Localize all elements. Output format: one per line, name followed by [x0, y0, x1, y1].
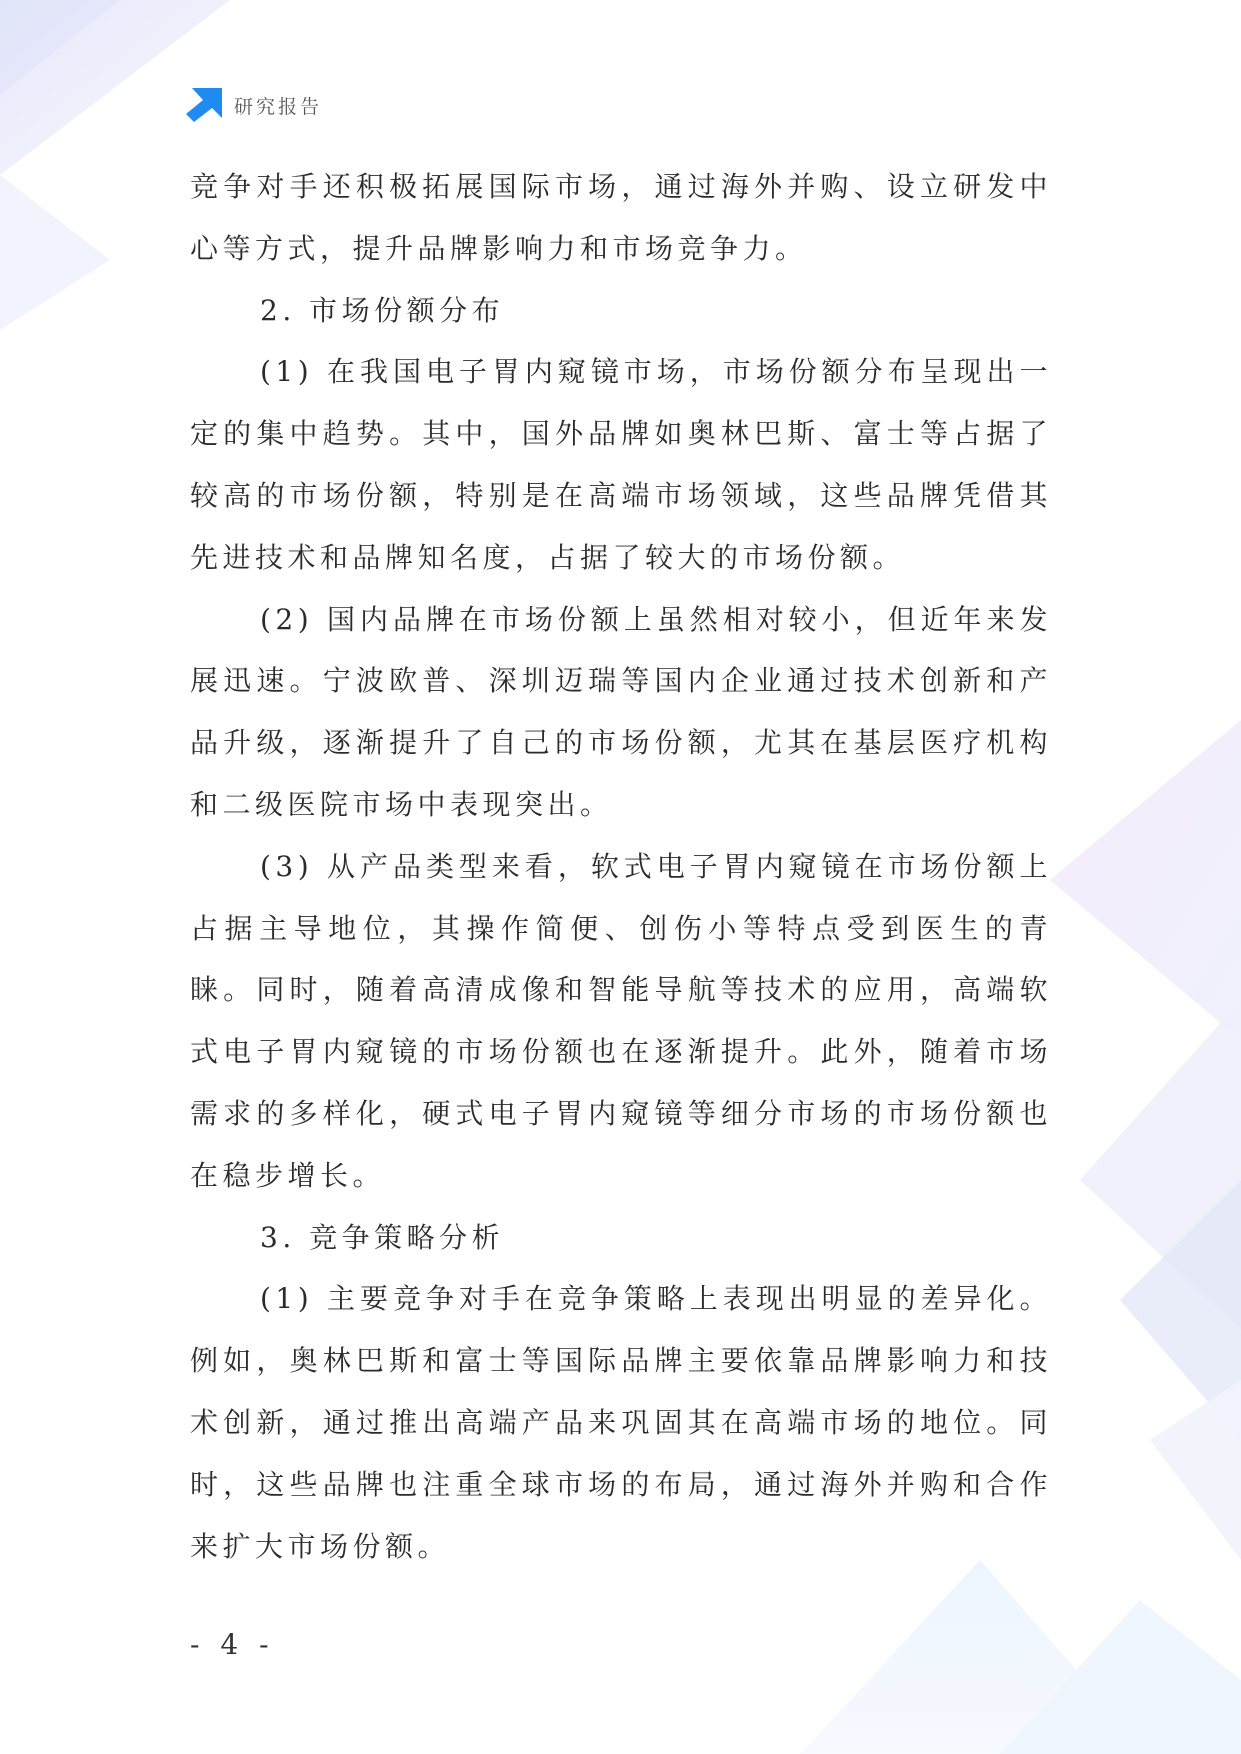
section-heading: 2. 市场份额分布 [260, 293, 505, 327]
page-header [186, 88, 322, 122]
section-heading: 3. 竞争策略分析 [260, 1220, 505, 1254]
header-title: 研究报告 [234, 95, 323, 118]
page-number: - 4 - [190, 1628, 275, 1661]
arrow-up-right-icon [186, 88, 222, 122]
paragraph: (1) 在我国电子胃内窥镜市场，市场份额分布呈现出一定的集中趋势。其中，国外品牌如奥林巴斯、富士等占据了较高的市场份额，特别是在高端市场领域，这些品牌凭借其先进技术和品牌知名度，占据了较大的市场份额。 [190, 355, 1052, 574]
document-body [190, 156, 1052, 1577]
paragraph: 竞争对手还积极拓展国际市场，通过海外并购、设立研发中心等方式，提升品牌影响力和市场竞争力。 [190, 170, 1052, 265]
paragraph: (1) 主要竞争对手在竞争策略上表现出明显的差异化。例如，奥林巴斯和富士等国际品牌主要依靠品牌影响力和技术创新，通过推出高端产品来巩固其在高端市场的地位。同时，这些品牌也注重全球市场的布局，通过海外并购和合作来扩大市场份额。 [190, 1282, 1052, 1563]
paragraph: (2) 国内品牌在市场份额上虽然相对较小，但近年来发展迅速。宁波欧普、深圳迈瑞等国内企业通过技术创新和产品升级，逐渐提升了自己的市场份额，尤其在基层医疗机构和二级医院市场中表现突出。 [190, 602, 1052, 821]
paragraph: (3) 从产品类型来看，软式电子胃内窥镜在市场份额上占据主导地位，其操作简便、创伤小等特点受到医生的青睐。同时，随着高清成像和智能导航等技术的应用，高端软式电子胃内窥镜的市场份额也在逐渐提升。此外，随着市场需求的多样化，硬式电子胃内窥镜等细分市场的市场份额也在稳步增长。 [190, 849, 1052, 1192]
